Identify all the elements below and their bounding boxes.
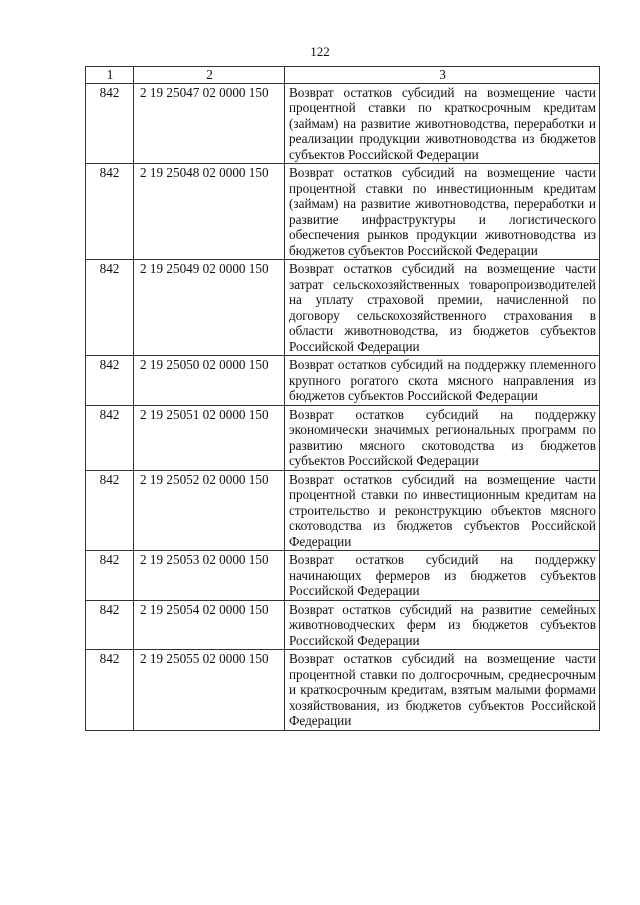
description-cell: Возврат остатков субсидий на развитие семейных животноводческих ферм из бюджетов субъектов Российской Федерации	[285, 600, 600, 650]
budget-code-cell: 2 19 25052 02 0000 150	[134, 470, 285, 551]
table-row	[86, 83, 600, 164]
admin-code-cell: 842	[86, 405, 134, 470]
admin-code-cell: 842	[86, 551, 134, 601]
description-cell: Возврат остатков субсидий на возмещение части процентной ставки по инвестиционным кредитам (займам) на развитие животноводства, переработки и развитие инфраструктуры и логистического обеспечения рынков продукции животноводства из бюджетов субъектов Российской Федерации	[285, 164, 600, 260]
budget-code-cell: 2 19 25053 02 0000 150	[134, 551, 285, 601]
description-cell: Возврат остатков субсидий на поддержку племенного крупного рогатого скота мясного направления из бюджетов субъектов Российской Федерации	[285, 356, 600, 406]
admin-code-cell: 842	[86, 470, 134, 551]
description-cell: Возврат остатков субсидий на возмещение части процентной ставки по долгосрочным, среднесрочным и краткосрочным кредитам, взятым малыми формами хозяйствования, из бюджетов субъектов Российской Федерации	[285, 650, 600, 731]
description-cell: Возврат остатков субсидий на возмещение части затрат сельскохозяйственных товаропроизводителей на уплату страховой премии, начисленной по договору сельскохозяйственного страхования в области животноводства, из бюджетов субъектов Российской Федерации	[285, 260, 600, 356]
table-row	[86, 356, 600, 406]
budget-code-cell: 2 19 25049 02 0000 150	[134, 260, 285, 356]
description-cell: Возврат остатков субсидий на поддержку экономически значимых региональных программ по развитию мясного скотоводства из бюджетов субъектов Российской Федерации	[285, 405, 600, 470]
table-body	[86, 83, 600, 730]
table-row	[86, 164, 600, 260]
table-row	[86, 551, 600, 601]
budget-code-cell: 2 19 25050 02 0000 150	[134, 356, 285, 406]
budget-code-cell: 2 19 25054 02 0000 150	[134, 600, 285, 650]
description-cell: Возврат остатков субсидий на возмещение части процентной ставки по краткосрочным кредитам (займам) на развитие животноводства, переработки и реализации продукции животноводства из бюджетов субъектов Российской Федерации	[285, 83, 600, 164]
admin-code-cell: 842	[86, 600, 134, 650]
admin-code-cell: 842	[86, 356, 134, 406]
table-row	[86, 260, 600, 356]
table-row	[86, 470, 600, 551]
admin-code-cell: 842	[86, 260, 134, 356]
budget-code-cell: 2 19 25047 02 0000 150	[134, 83, 285, 164]
budget-classification-table	[85, 66, 600, 731]
budget-code-cell: 2 19 25048 02 0000 150	[134, 164, 285, 260]
admin-code-cell: 842	[86, 83, 134, 164]
column-header-1: 1	[86, 67, 134, 84]
table-header-row	[86, 67, 600, 84]
admin-code-cell: 842	[86, 650, 134, 731]
description-cell: Возврат остатков субсидий на возмещение части процентной ставки по инвестиционным кредитам на строительство и реконструкцию объектов мясного скотоводства из бюджетов субъектов Российской Федерации	[285, 470, 600, 551]
table-row	[86, 650, 600, 731]
page-number: 122	[310, 44, 330, 59]
budget-code-cell: 2 19 25055 02 0000 150	[134, 650, 285, 731]
table-row	[86, 600, 600, 650]
table-row	[86, 405, 600, 470]
budget-code-cell: 2 19 25051 02 0000 150	[134, 405, 285, 470]
column-header-3: 3	[285, 67, 600, 84]
column-header-2: 2	[134, 67, 285, 84]
description-cell: Возврат остатков субсидий на поддержку начинающих фермеров из бюджетов субъектов Российской Федерации	[285, 551, 600, 601]
admin-code-cell: 842	[86, 164, 134, 260]
